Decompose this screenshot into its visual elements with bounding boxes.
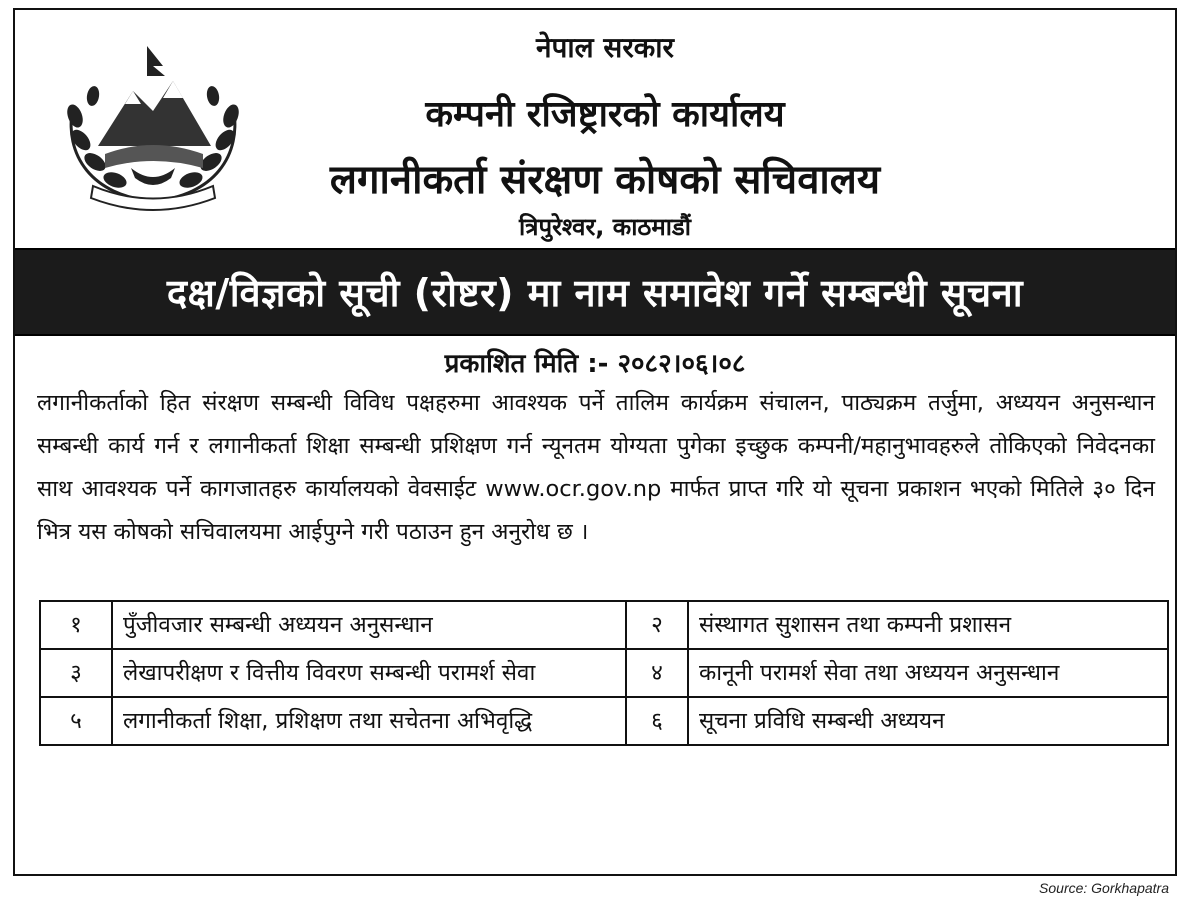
- office-address: त्रिपुरेश्वर, काठमाडौं: [519, 213, 691, 241]
- notice-title-banner: [15, 248, 1175, 336]
- table-row: [40, 649, 1168, 697]
- item-number: ६: [626, 697, 688, 745]
- notice-title: दक्ष/विज्ञको सूची (रोष्टर) मा नाम समावेश गर्ने सम्बन्धी सूचना: [166, 271, 1024, 315]
- notice-panel: [13, 8, 1177, 876]
- office-name: कम्पनी रजिष्ट्रारको कार्यालय: [425, 94, 785, 135]
- roster-areas-table: [39, 600, 1169, 746]
- item-number: ५: [40, 697, 112, 745]
- item-text: लेखापरीक्षण र वित्तीय विवरण सम्बन्धी परामर्श सेवा: [112, 649, 626, 697]
- table-row: [40, 601, 1168, 649]
- notice-paragraph: लगानीकर्ताको हित संरक्षण सम्बन्धी विविध पक्षहरुमा आवश्यक पर्ने तालिम कार्यक्रम संचालन, पाठ्यक्रम तर्जुमा, अध्ययन अनुसन्धान सम्बन्धी कार्य गर्न र लगानीकर्ता शिक्षा सम्बन्धी प्रशिक्षण गर्न न्यूनतम योग्यता पुगेका इच्छुक कम्पनी/महानुभावहरुले तोकिएको निवेदनका साथ आवश्यक पर्ने कागजातहरु कार्यालयको वेवसाईट www.ocr.gov.np मार्फत प्राप्त गरि यो सूचना प्रकाशन भएको मितिले ३० दिन भित्र यस कोषको सचिवालयमा आईपुग्ने गरी पठाउन हुन अनुरोध छ ।: [37, 390, 1155, 545]
- item-text: संस्थागत सुशासन तथा कम्पनी प्रशासन: [688, 601, 1168, 649]
- item-number: २: [626, 601, 688, 649]
- item-text: कानूनी परामर्श सेवा तथा अध्ययन अनुसन्धान: [688, 649, 1168, 697]
- item-number: १: [40, 601, 112, 649]
- item-text: पुँजीवजार सम्बन्धी अध्ययन अनुसन्धान: [112, 601, 626, 649]
- item-number: ३: [40, 649, 112, 697]
- table-row: [40, 697, 1168, 745]
- item-text: सूचना प्रविधि सम्बन्धी अध्ययन: [688, 697, 1168, 745]
- item-text: लगानीकर्ता शिक्षा, प्रशिक्षण तथा सचेतना अभिवृद्धि: [112, 697, 626, 745]
- secretariat-name: लगानीकर्ता संरक्षण कोषको सचिवालय: [329, 157, 881, 203]
- published-date: प्रकाशित मिति :- २०८२।०६।०८: [444, 349, 746, 379]
- government-line: नेपाल सरकार: [535, 31, 675, 64]
- nepal-government-emblem-icon: [53, 36, 253, 216]
- source-credit: Source: Gorkhapatra: [1039, 880, 1169, 896]
- item-number: ४: [626, 649, 688, 697]
